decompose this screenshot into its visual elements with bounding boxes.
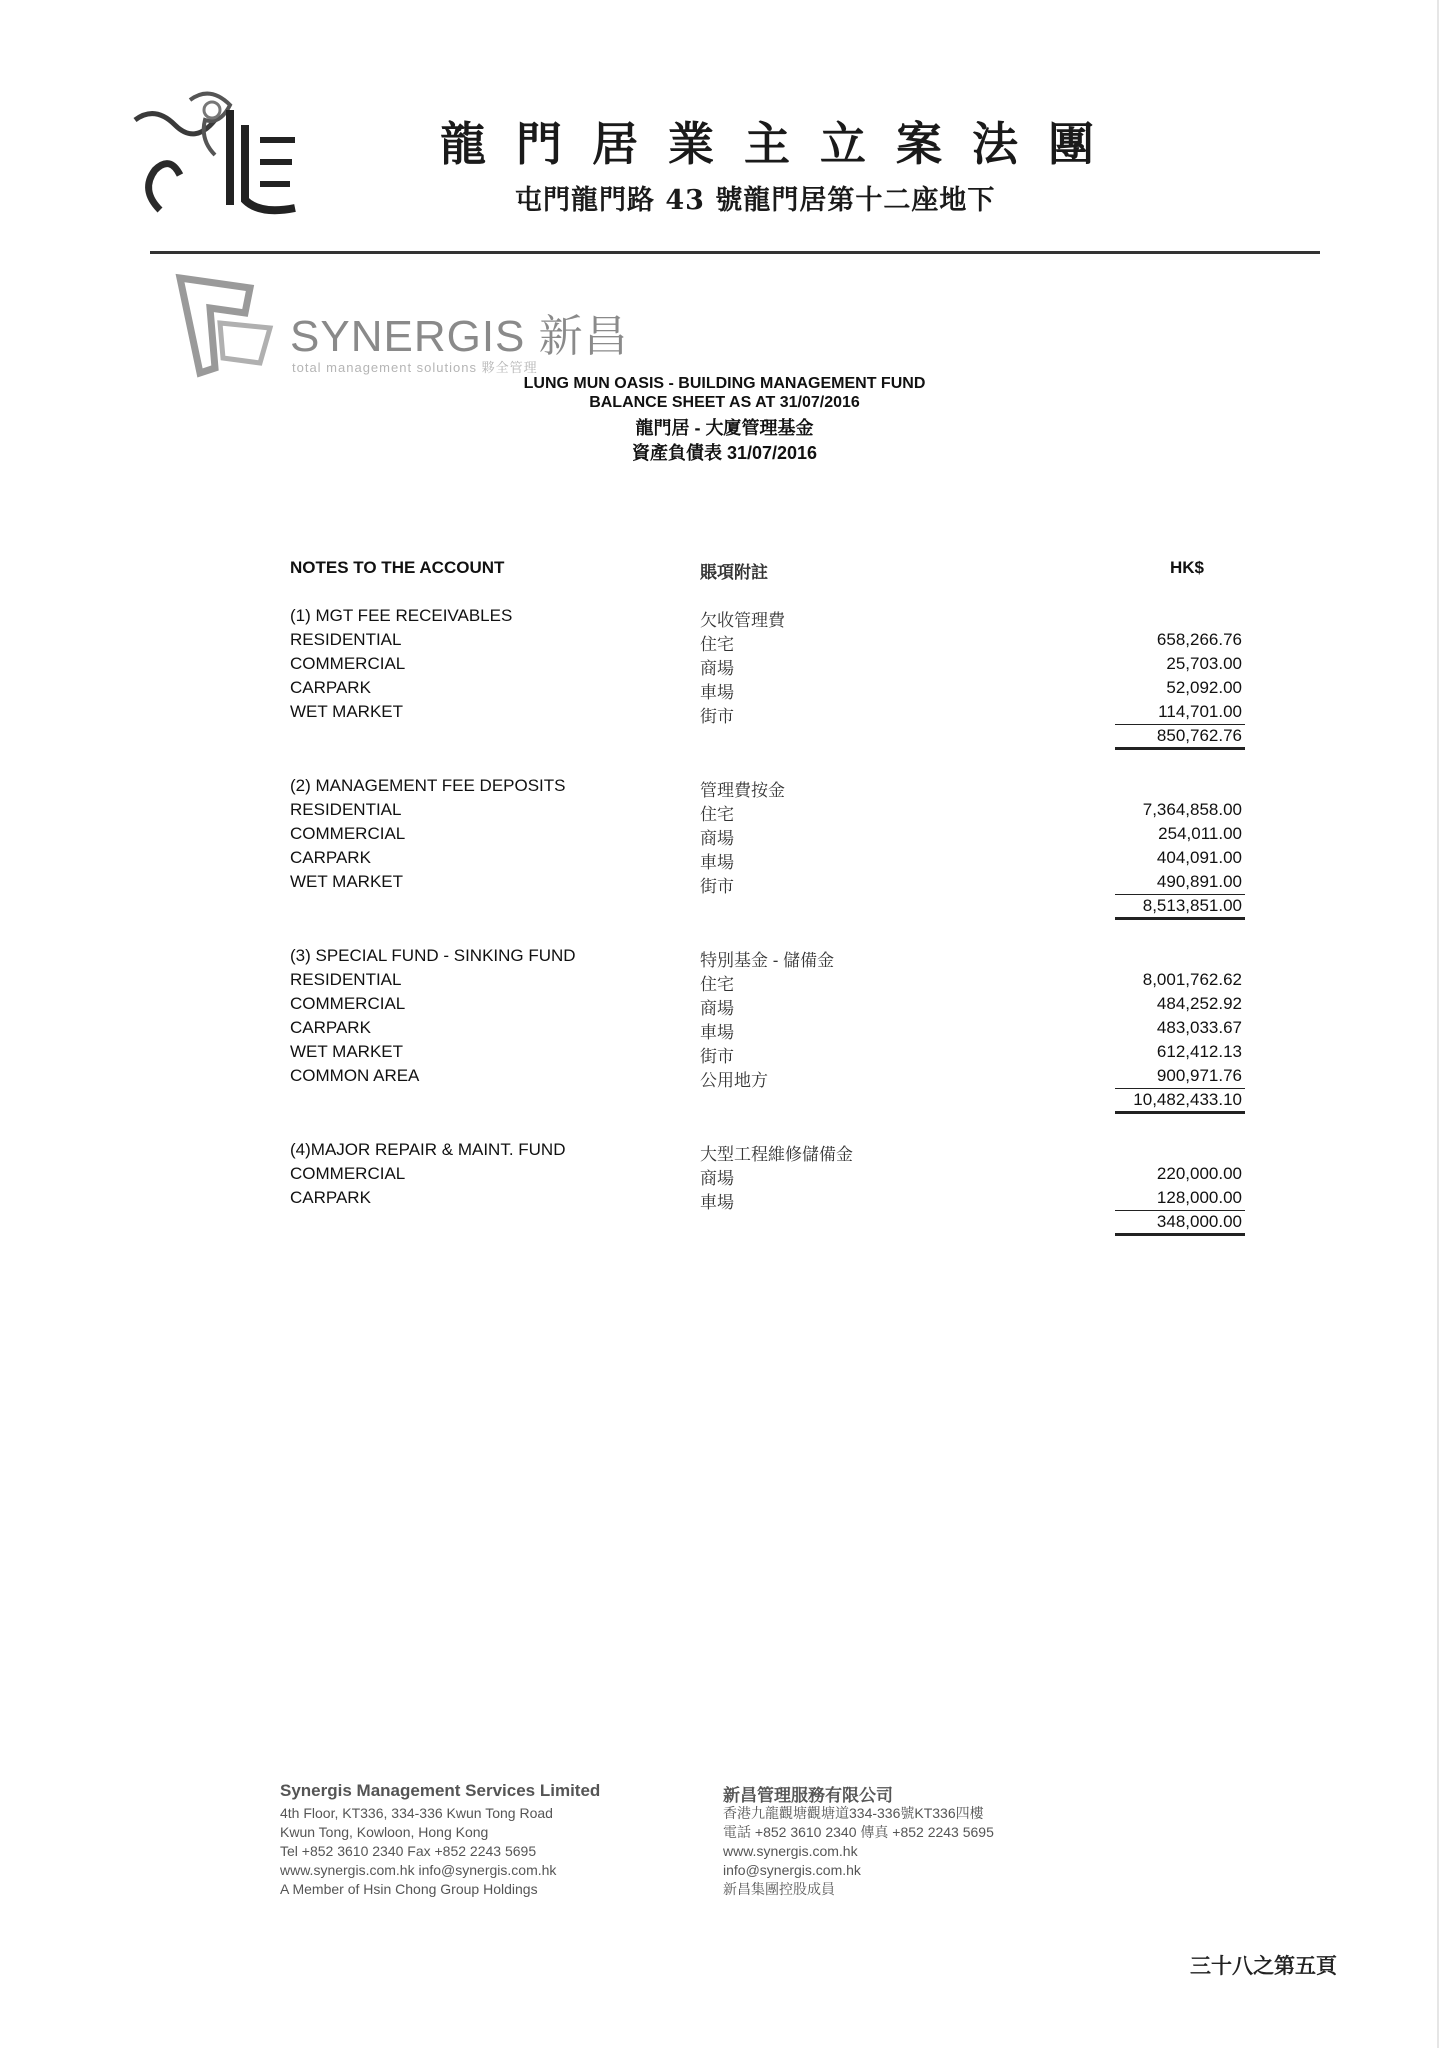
- total-double-rule: [1115, 1111, 1245, 1114]
- subtotal-rule: [1115, 1210, 1245, 1211]
- row-label-en: COMMERCIAL: [290, 994, 406, 1013]
- table-row: [0, 872, 1449, 896]
- table-row: [0, 702, 1449, 726]
- section-total: 8,513,851.00: [1142, 896, 1242, 915]
- row-label-zh: 車場: [700, 1023, 734, 1042]
- subtotal-rule: [1115, 894, 1245, 895]
- section-total: 850,762.76: [1156, 726, 1242, 745]
- row-value: 404,091.00: [1156, 848, 1242, 867]
- row-value: 484,252.92: [1156, 994, 1242, 1013]
- section-title-en: (3) SPECIAL FUND - SINKING FUND: [290, 946, 576, 965]
- scan-edge: [1437, 0, 1439, 2048]
- row-label-en: WET MARKET: [290, 702, 404, 721]
- footer-address-en-1: 4th Floor, KT336, 334-336 Kwun Tong Road: [280, 1805, 553, 1821]
- section-title-zh: 大型工程維修儲備金: [700, 1145, 853, 1164]
- table-row: [0, 654, 1449, 678]
- row-value: 254,011.00: [1158, 824, 1242, 843]
- row-label-en: RESIDENTIAL: [290, 970, 402, 989]
- header-notes: NOTES TO THE ACCOUNT: [290, 558, 505, 577]
- section-total: 10,482,433.10: [1133, 1090, 1242, 1109]
- subtotal-rule: [1115, 724, 1245, 725]
- row-label-zh: 車場: [700, 853, 734, 872]
- section-title: [0, 1140, 1449, 1164]
- row-value: 220,000.00: [1156, 1164, 1242, 1183]
- row-label-en: COMMERCIAL: [290, 1164, 406, 1183]
- total-double-rule: [1115, 747, 1245, 750]
- row-value: 483,033.67: [1156, 1018, 1242, 1037]
- row-value: 52,092.00: [1166, 678, 1242, 697]
- synergis-tagline: total management solutions 夥全管理: [292, 360, 538, 375]
- row-value: 490,891.00: [1156, 872, 1242, 891]
- row-label-zh: 車場: [700, 1193, 734, 1212]
- row-label-en: RESIDENTIAL: [290, 630, 402, 649]
- row-value: 658,266.76: [1156, 630, 1242, 649]
- footer-contact-en: Tel +852 3610 2340 Fax +852 2243 5695: [280, 1843, 537, 1859]
- row-label-zh: 街市: [700, 707, 734, 726]
- row-label-zh: 商場: [700, 999, 734, 1018]
- row-label-zh: 車場: [700, 683, 734, 702]
- row-value: 8,001,762.62: [1142, 970, 1242, 989]
- row-label-en: WET MARKET: [290, 872, 404, 891]
- section-title-zh: 特別基金 - 儲備金: [700, 951, 835, 970]
- dragon-logo: [120, 80, 320, 220]
- row-label-en: CARPARK: [290, 1188, 371, 1207]
- table-row: [0, 1018, 1449, 1042]
- synergis-brand-name: SYNERGIS 新昌: [290, 312, 629, 361]
- header-address: 屯門龍門路 43 號龍門居第十二座地下: [515, 185, 996, 216]
- row-value: 128,000.00: [1156, 1188, 1242, 1207]
- section-title-en: (1) MGT FEE RECEIVABLES: [290, 606, 513, 625]
- row-label-zh: 住宅: [700, 975, 734, 994]
- table-row: [0, 630, 1449, 654]
- page-number: 三十八之第五頁: [1190, 1953, 1337, 1978]
- table-row: [0, 678, 1449, 702]
- row-label-zh: 住宅: [700, 805, 734, 824]
- table-row: [0, 824, 1449, 848]
- row-label-en: RESIDENTIAL: [290, 800, 402, 819]
- row-label-zh: 公用地方: [700, 1071, 768, 1090]
- section-title: [0, 606, 1449, 630]
- footer-web-en: www.synergis.com.hk info@synergis.com.hk: [280, 1862, 557, 1878]
- total-double-rule: [1115, 917, 1245, 920]
- header-currency: HK$: [1169, 558, 1204, 577]
- row-value: 900,971.76: [1156, 1066, 1242, 1085]
- section-title-zh: 管理費按金: [700, 781, 785, 800]
- header-title: 龍門居業主立案法團: [440, 117, 1124, 171]
- section-title-en: (2) MANAGEMENT FEE DEPOSITS: [290, 776, 566, 795]
- section-total: 348,000.00: [1156, 1212, 1242, 1231]
- row-label-en: COMMERCIAL: [290, 824, 406, 843]
- row-label-en: CARPARK: [290, 1018, 371, 1037]
- footer-company-zh: 新昌管理服務有限公司: [723, 1786, 893, 1805]
- footer-web-zh: www.synergis.com.hk: [723, 1843, 858, 1859]
- row-label-en: COMMON AREA: [290, 1066, 420, 1085]
- table-row: [0, 970, 1449, 994]
- synergis-logo-icon: [175, 268, 280, 378]
- section-title: [0, 946, 1449, 970]
- table-row: [0, 1042, 1449, 1066]
- table-row: [0, 800, 1449, 824]
- footer-company-en: Synergis Management Services Limited: [280, 1781, 601, 1800]
- report-title-zh-2: 資產負債表 31/07/2016: [631, 443, 818, 463]
- row-value: 612,412.13: [1156, 1042, 1242, 1061]
- footer-member-en: A Member of Hsin Chong Group Holdings: [280, 1881, 538, 1897]
- section-title: [0, 776, 1449, 800]
- section-title-en: (4)MAJOR REPAIR & MAINT. FUND: [290, 1140, 566, 1159]
- row-label-en: COMMERCIAL: [290, 654, 406, 673]
- row-label-en: CARPARK: [290, 678, 371, 697]
- row-value: 114,701.00: [1158, 702, 1242, 721]
- row-label-zh: 街市: [700, 877, 734, 896]
- footer-contact-zh: 電話 +852 3610 2340 傳真 +852 2243 5695: [723, 1824, 994, 1840]
- row-value: 7,364,858.00: [1142, 800, 1242, 819]
- total-double-rule: [1115, 1233, 1245, 1236]
- footer-address-zh: 香港九龍觀塘觀塘道334-336號KT336四樓: [723, 1805, 984, 1821]
- row-label-zh: 商場: [700, 659, 734, 678]
- report-title-en-2: BALANCE SHEET AS AT 31/07/2016: [589, 394, 860, 411]
- table-row: [0, 994, 1449, 1018]
- footer-member-zh: 新昌集團控股成員: [723, 1881, 835, 1897]
- table-row: [0, 848, 1449, 872]
- table-header: [0, 558, 1449, 582]
- subtotal-rule: [1115, 1088, 1245, 1089]
- row-label-zh: 住宅: [700, 635, 734, 654]
- footer-address-en-2: Kwun Tong, Kowloon, Hong Kong: [280, 1824, 489, 1840]
- row-label-en: CARPARK: [290, 848, 371, 867]
- footer-email-zh: info@synergis.com.hk: [723, 1862, 861, 1878]
- header-divider: [150, 251, 1320, 254]
- report-title-en-1: LUNG MUN OASIS - BUILDING MANAGEMENT FUND: [523, 375, 926, 392]
- table-row: [0, 1066, 1449, 1090]
- header-notes-zh: 賬項附註: [700, 563, 768, 582]
- row-label-zh: 商場: [700, 829, 734, 848]
- row-label-zh: 街市: [700, 1047, 734, 1066]
- row-label-zh: 商場: [700, 1169, 734, 1188]
- row-value: 25,703.00: [1166, 654, 1242, 673]
- row-label-en: WET MARKET: [290, 1042, 404, 1061]
- section-title-zh: 欠收管理費: [700, 611, 785, 630]
- table-row: [0, 1164, 1449, 1188]
- table-row: [0, 1188, 1449, 1212]
- report-title-zh-1: 龍門居 - 大廈管理基金: [635, 418, 814, 438]
